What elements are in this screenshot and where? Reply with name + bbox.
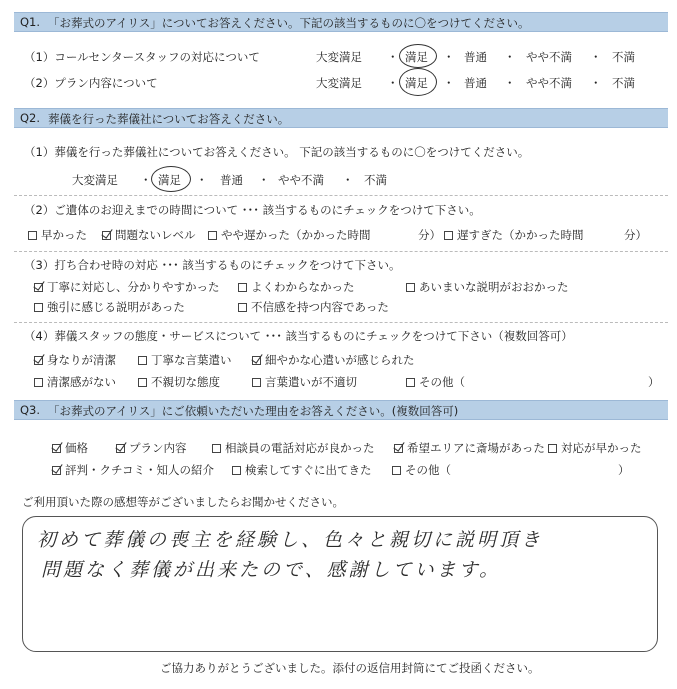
q2-sub2-slow-minutes: 分） bbox=[418, 228, 441, 242]
q1-row2-opt-dissatisfied[interactable]: 不満 bbox=[612, 76, 635, 90]
q3-opt-price-label: 価格 bbox=[65, 441, 88, 455]
q1-row1-dot: ・ bbox=[504, 50, 516, 64]
q1-row1-dot: ・ bbox=[387, 50, 399, 64]
q1-header bbox=[14, 12, 668, 32]
q2-sub4-opt-unkind[interactable] bbox=[138, 374, 220, 390]
q2-sub2-opt-ok[interactable] bbox=[102, 227, 196, 243]
checkbox-checked[interactable] bbox=[52, 466, 61, 475]
checkbox[interactable] bbox=[238, 303, 247, 312]
q2-sub4-label: （4）葬儀スタッフの態度・サービスについて ･･･ 該当するものにチェックをつけて下さい（複数回答可） bbox=[24, 329, 573, 343]
q1-row2-selection-circle bbox=[399, 68, 437, 96]
q2-sub1-dot: ・ bbox=[196, 173, 208, 187]
q2-sub2-opt-slow[interactable] bbox=[208, 227, 371, 243]
q2-sub2-opt-too-slow[interactable] bbox=[444, 227, 584, 243]
q3-opt-other[interactable] bbox=[392, 462, 451, 478]
q2-sub3-opt-clear-label: 丁寧に対応し、分かりやすかった bbox=[47, 280, 220, 294]
checkbox[interactable] bbox=[406, 378, 415, 387]
q1-row2-opt-neutral[interactable]: 普通 bbox=[464, 76, 487, 90]
checkbox[interactable] bbox=[208, 231, 217, 240]
q2-sub2-label: （2）ご遺体のお迎えまでの時間について ･･･ 該当するものにチェックをつけて下さい。 bbox=[24, 203, 481, 217]
checkbox[interactable] bbox=[34, 303, 43, 312]
q2-sub2-opt-early-label: 早かった bbox=[41, 228, 87, 242]
q3-opt-other-label: その他（ bbox=[405, 463, 451, 477]
q1-row2-opt-somewhat-dissatisfied[interactable]: やや不満 bbox=[526, 76, 572, 90]
q2-sub1-dot: ・ bbox=[258, 173, 270, 187]
q2-sub4-opt-improper-language-label: 言葉遣いが不適切 bbox=[265, 375, 357, 389]
checkbox[interactable] bbox=[34, 378, 43, 387]
checkbox-checked[interactable] bbox=[116, 444, 125, 453]
q3-opt-fast[interactable] bbox=[548, 440, 642, 456]
q2-title: 葬儀を行った葬儀社についてお答えください。 bbox=[48, 112, 290, 126]
comment-textarea[interactable] bbox=[22, 516, 658, 652]
checkbox[interactable] bbox=[444, 231, 453, 240]
q2-sub3-opt-vague-label: あいまいな説明がおおかった bbox=[419, 280, 569, 294]
q2-sub1-selection-circle bbox=[151, 166, 191, 192]
q2-sub1-opt-neutral[interactable]: 普通 bbox=[220, 173, 243, 187]
q2-sub3-opt-unclear-label: よくわからなかった bbox=[251, 280, 355, 294]
q3-opt-fast-label: 対応が早かった bbox=[561, 441, 642, 455]
q1-row1-selection-circle bbox=[399, 44, 437, 68]
q2-sub3-opt-clear[interactable] bbox=[34, 279, 220, 295]
q2-sub4-opt-considerate[interactable] bbox=[252, 352, 415, 368]
q3-header bbox=[14, 400, 668, 420]
q1-row1-opt-satisfied[interactable]: 満足 bbox=[405, 50, 428, 64]
q3-number: Q3. bbox=[20, 403, 41, 417]
divider bbox=[14, 195, 668, 196]
checkbox[interactable] bbox=[406, 283, 415, 292]
q1-row1-label: （1）コールセンタースタッフの対応について bbox=[24, 50, 260, 64]
checkbox-checked[interactable] bbox=[394, 444, 403, 453]
q1-row1-opt-very-satisfied[interactable]: 大変満足 bbox=[316, 50, 362, 64]
q1-row2-dot: ・ bbox=[504, 76, 516, 90]
comment-line-1: 初めて葬儀の喪主を経験し、色々と親切に説明頂き bbox=[37, 529, 544, 551]
q2-sub3-opt-pushy-label: 強引に感じる説明があった bbox=[47, 300, 185, 314]
checkbox[interactable] bbox=[252, 378, 261, 387]
checkbox[interactable] bbox=[392, 466, 401, 475]
q2-sub1-opt-somewhat-dissatisfied[interactable]: やや不満 bbox=[278, 173, 324, 187]
q1-row2-opt-very-satisfied[interactable]: 大変満足 bbox=[316, 76, 362, 90]
q2-sub4-opt-clean-label: 身なりが清潔 bbox=[47, 353, 116, 367]
checkbox-checked[interactable] bbox=[34, 283, 43, 292]
q3-opt-search[interactable] bbox=[232, 462, 372, 478]
footer-thanks: ご協力ありがとうございました。添付の返信用封筒にてご投函ください。 bbox=[160, 661, 540, 675]
q2-sub4-other-close-paren: ） bbox=[648, 375, 660, 389]
q3-opt-price[interactable] bbox=[52, 440, 88, 456]
q1-row2-dot: ・ bbox=[387, 76, 399, 90]
q3-other-close-paren: ） bbox=[618, 463, 630, 477]
checkbox[interactable] bbox=[138, 356, 147, 365]
q2-sub3-opt-unclear[interactable] bbox=[238, 279, 355, 295]
q2-sub1-dot: ・ bbox=[140, 173, 152, 187]
q3-opt-phone[interactable] bbox=[212, 440, 375, 456]
q2-sub4-opt-considerate-label: 細やかな心遣いが感じられた bbox=[265, 353, 415, 367]
q1-row2-dot: ・ bbox=[590, 76, 602, 90]
q2-sub4-opt-other[interactable] bbox=[406, 374, 465, 390]
q2-sub3-opt-pushy[interactable] bbox=[34, 299, 185, 315]
q2-sub1-opt-very-satisfied[interactable]: 大変満足 bbox=[72, 173, 118, 187]
q2-sub4-opt-unclean-label: 清潔感がない bbox=[47, 375, 116, 389]
q1-row2-dot: ・ bbox=[443, 76, 455, 90]
q2-sub2-opt-early[interactable] bbox=[28, 227, 87, 243]
checkbox-checked[interactable] bbox=[34, 356, 43, 365]
q3-opt-phone-label: 相談員の電話対応が良かった bbox=[225, 441, 375, 455]
checkbox[interactable] bbox=[238, 283, 247, 292]
q3-opt-plan-label: プラン内容 bbox=[129, 441, 187, 455]
q1-row2-label: （2）プラン内容について bbox=[24, 76, 158, 90]
checkbox[interactable] bbox=[232, 466, 241, 475]
q2-sub2-opt-too-slow-label: 遅すぎた（かかった時間 bbox=[457, 228, 584, 242]
checkbox[interactable] bbox=[28, 231, 37, 240]
q1-row1-opt-somewhat-dissatisfied[interactable]: やや不満 bbox=[526, 50, 572, 64]
checkbox[interactable] bbox=[548, 444, 557, 453]
q2-sub1-opt-satisfied[interactable]: 満足 bbox=[158, 173, 181, 187]
q2-sub4-opt-polite[interactable] bbox=[138, 352, 232, 368]
checkbox-checked[interactable] bbox=[252, 356, 261, 365]
checkbox-checked[interactable] bbox=[102, 231, 111, 240]
checkbox[interactable] bbox=[138, 378, 147, 387]
checkbox-checked[interactable] bbox=[52, 444, 61, 453]
q2-header bbox=[14, 108, 668, 128]
checkbox[interactable] bbox=[212, 444, 221, 453]
q2-sub4-opt-improper-language[interactable] bbox=[252, 374, 357, 390]
q2-sub3-opt-distrust-label: 不信感を持つ内容であった bbox=[251, 300, 389, 314]
q1-row1-dot: ・ bbox=[590, 50, 602, 64]
q2-sub1-opt-dissatisfied[interactable]: 不満 bbox=[364, 173, 387, 187]
q2-sub3-label: （3）打ち合わせ時の対応 ･･･ 該当するものにチェックをつけて下さい。 bbox=[24, 258, 401, 272]
q2-sub2-opt-ok-label: 問題ないレベル bbox=[115, 228, 196, 242]
q3-opt-area-label: 希望エリアに斎場があった bbox=[407, 441, 545, 455]
q2-sub2-opt-slow-label: やや遅かった（かかった時間 bbox=[221, 228, 371, 242]
q2-sub4-opt-unclean[interactable] bbox=[34, 374, 116, 390]
comment-prompt: ご利用頂いた際の感想等がございましたらお聞かせください。 bbox=[22, 495, 344, 509]
q2-sub1-dot: ・ bbox=[342, 173, 354, 187]
q1-number: Q1. bbox=[20, 15, 41, 29]
q3-title: 「お葬式のアイリス」にご依頼いただいた理由をお答えください。(複数回答可) bbox=[48, 404, 459, 418]
q2-sub2-too-slow-minutes: 分） bbox=[624, 228, 647, 242]
q1-row1-dot: ・ bbox=[443, 50, 455, 64]
q2-sub4-opt-polite-label: 丁寧な言葉遣い bbox=[151, 353, 232, 367]
q1-row1-opt-neutral[interactable]: 普通 bbox=[464, 50, 487, 64]
q1-title: 「お葬式のアイリス」についてお答えください。下記の該当するものに〇をつけてください。 bbox=[48, 16, 530, 30]
q2-sub4-opt-unkind-label: 不親切な態度 bbox=[151, 375, 220, 389]
q2-sub4-opt-clean[interactable] bbox=[34, 352, 116, 368]
q2-sub4-opt-other-label: その他（ bbox=[419, 375, 465, 389]
q1-row2-opt-satisfied[interactable]: 満足 bbox=[405, 76, 428, 90]
q3-opt-search-label: 検索してすぐに出てきた bbox=[245, 463, 372, 477]
divider bbox=[14, 251, 668, 252]
q2-sub3-opt-distrust[interactable] bbox=[238, 299, 389, 315]
q2-sub3-opt-vague[interactable] bbox=[406, 279, 569, 295]
q3-opt-reputation[interactable] bbox=[52, 462, 214, 478]
q3-opt-reputation-label: 評判・クチコミ・知人の紹介 bbox=[65, 463, 215, 477]
q2-number: Q2. bbox=[20, 111, 41, 125]
q3-opt-plan[interactable] bbox=[116, 440, 187, 456]
divider bbox=[14, 322, 668, 323]
q3-opt-area[interactable] bbox=[394, 440, 545, 456]
q1-row1-opt-dissatisfied[interactable]: 不満 bbox=[612, 50, 635, 64]
comment-line-2: 問題なく葬儀が出来たので、感謝しています。 bbox=[41, 559, 502, 581]
q2-sub1-label: （1）葬儀を行った葬儀社についてお答えください。 下記の該当するものに〇をつけてください。 bbox=[24, 145, 530, 159]
